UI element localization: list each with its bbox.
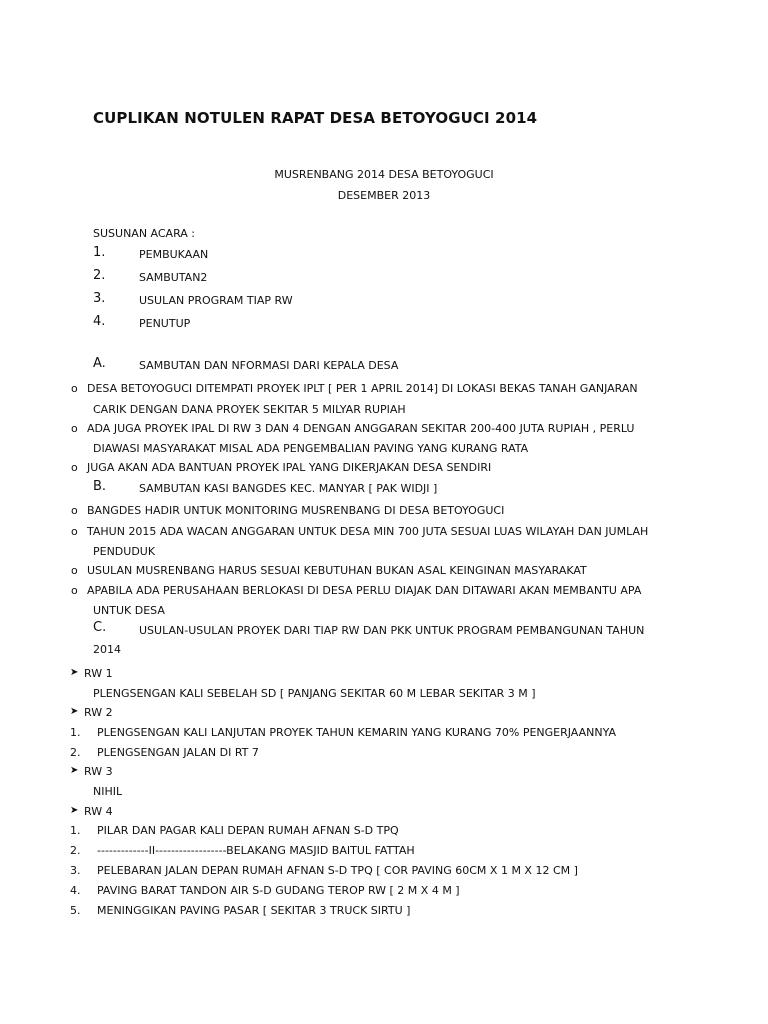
section-b-letter: B.: [93, 479, 107, 494]
section-b-heading: SAMBUTAN KASI BANGDES KEC. MANYAR [ PAK WIDJI ]: [139, 482, 438, 495]
rw-label: RW 2: [84, 706, 113, 719]
arrow-bullet-icon: ➤: [70, 765, 79, 776]
bullet-marker: o: [71, 525, 78, 538]
bullet-marker: o: [71, 564, 78, 577]
rw-item: PELEBARAN JALAN DEPAN RUMAH AFNAN S-D TPQ [ COR PAVING 60CM X 1 M X 12 CM ]: [97, 864, 578, 877]
bullet-text-cont: CARIK DENGAN DANA PROYEK SEKITAR 5 MILYAR RUPIAH: [93, 403, 406, 416]
agenda-item: SAMBUTAN2: [139, 271, 208, 284]
bullet-text-cont: PENDUDUK: [93, 545, 156, 558]
bullet-marker: o: [71, 382, 78, 395]
bullet-marker: o: [71, 422, 78, 435]
bullet-text-cont: DIAWASI MASYARAKAT MISAL ADA PENGEMBALIAN PAVING YANG KURANG RATA: [93, 442, 529, 455]
agenda-item: PEMBUKAAN: [139, 248, 209, 261]
rw-item: -------------II------------------BELAKANG MASJID BAITUL FATTAH: [97, 844, 415, 857]
bullet-marker: o: [71, 461, 78, 474]
bullet-marker: o: [71, 504, 78, 517]
bullet-text: USULAN MUSRENBANG HARUS SESUAI KEBUTUHAN BUKAN ASAL KEINGINAN MASYARAKAT: [87, 564, 587, 577]
section-c-heading: USULAN-USULAN PROYEK DARI TIAP RW DAN PKK UNTUK PROGRAM PEMBANGUNAN TAHUN: [139, 624, 645, 637]
rw-item-number: 3.: [70, 864, 81, 877]
bullet-text: ADA JUGA PROYEK IPAL DI RW 3 DAN 4 DENGAN ANGGARAN SEKITAR 200-400 JUTA RUPIAH , PERLU: [87, 422, 635, 435]
agenda-number: 2.: [93, 268, 106, 283]
rw-item: MENINGGIKAN PAVING PASAR [ SEKITAR 3 TRUCK SIRTU ]: [97, 904, 411, 917]
bullet-text: TAHUN 2015 ADA WACAN ANGGARAN UNTUK DESA MIN 700 JUTA SESUAI LUAS WILAYAH DAN JUMLAH: [87, 525, 649, 538]
rw-item-number: 5.: [70, 904, 81, 917]
rw-item: PLENGSENGAN KALI LANJUTAN PROYEK TAHUN KEMARIN YANG KURANG 70% PENGERJAANNYA: [97, 726, 617, 739]
bullet-text: APABILA ADA PERUSAHAAN BERLOKASI DI DESA PERLU DIAJAK DAN DITAWARI AKAN MEMBANTU APA: [87, 584, 642, 597]
section-c-heading-cont: 2014: [93, 643, 121, 656]
rw-item: NIHIL: [93, 785, 123, 798]
agenda-heading: SUSUNAN ACARA :: [93, 227, 196, 240]
agenda-number: 4.: [93, 314, 106, 329]
agenda-item: PENUTUP: [139, 317, 191, 330]
rw-label: RW 1: [84, 667, 113, 680]
rw-item-number: 2.: [70, 844, 81, 857]
rw-label: RW 4: [84, 805, 113, 818]
section-a-heading: SAMBUTAN DAN NFORMASI DARI KEPALA DESA: [139, 359, 399, 372]
section-a-letter: A.: [93, 356, 106, 371]
rw-item: PLENGSENGAN JALAN DI RT 7: [97, 746, 259, 759]
rw-label: RW 3: [84, 765, 113, 778]
subtitle-musrenbang: MUSRENBANG 2014 DESA BETOYOGUCI: [274, 168, 494, 181]
agenda-number: 3.: [93, 291, 106, 306]
rw-item: PILAR DAN PAGAR KALI DEPAN RUMAH AFNAN S-D TPQ: [97, 824, 399, 837]
section-c-letter: C.: [93, 620, 107, 635]
bullet-text: DESA BETOYOGUCI DITEMPATI PROYEK IPLT [ PER 1 APRIL 2014] DI LOKASI BEKAS TANAH GANJARAN: [87, 382, 638, 395]
arrow-bullet-icon: ➤: [70, 805, 79, 816]
bullet-text: JUGA AKAN ADA BANTUAN PROYEK IPAL YANG DIKERJAKAN DESA SENDIRI: [87, 461, 492, 474]
rw-item: PLENGSENGAN KALI SEBELAH SD [ PANJANG SEKITAR 60 M LEBAR SEKITAR 3 M ]: [93, 687, 536, 700]
agenda-number: 1.: [93, 245, 106, 260]
bullet-marker: o: [71, 584, 78, 597]
bullet-text: BANGDES HADIR UNTUK MONITORING MUSRENBANG DI DESA BETOYOGUCI: [87, 504, 505, 517]
rw-item-number: 4.: [70, 884, 81, 897]
arrow-bullet-icon: ➤: [70, 706, 79, 717]
rw-item-number: 1.: [70, 726, 81, 739]
page-title: CUPLIKAN NOTULEN RAPAT DESA BETOYOGUCI 2014: [93, 109, 538, 127]
bullet-text-cont: UNTUK DESA: [93, 604, 165, 617]
arrow-bullet-icon: ➤: [70, 667, 79, 678]
rw-item: PAVING BARAT TANDON AIR S-D GUDANG TEROP RW [ 2 M X 4 M ]: [97, 884, 460, 897]
subtitle-date: DESEMBER 2013: [337, 189, 431, 202]
rw-item-number: 2.: [70, 746, 81, 759]
agenda-item: USULAN PROGRAM TIAP RW: [139, 294, 293, 307]
rw-item-number: 1.: [70, 824, 81, 837]
